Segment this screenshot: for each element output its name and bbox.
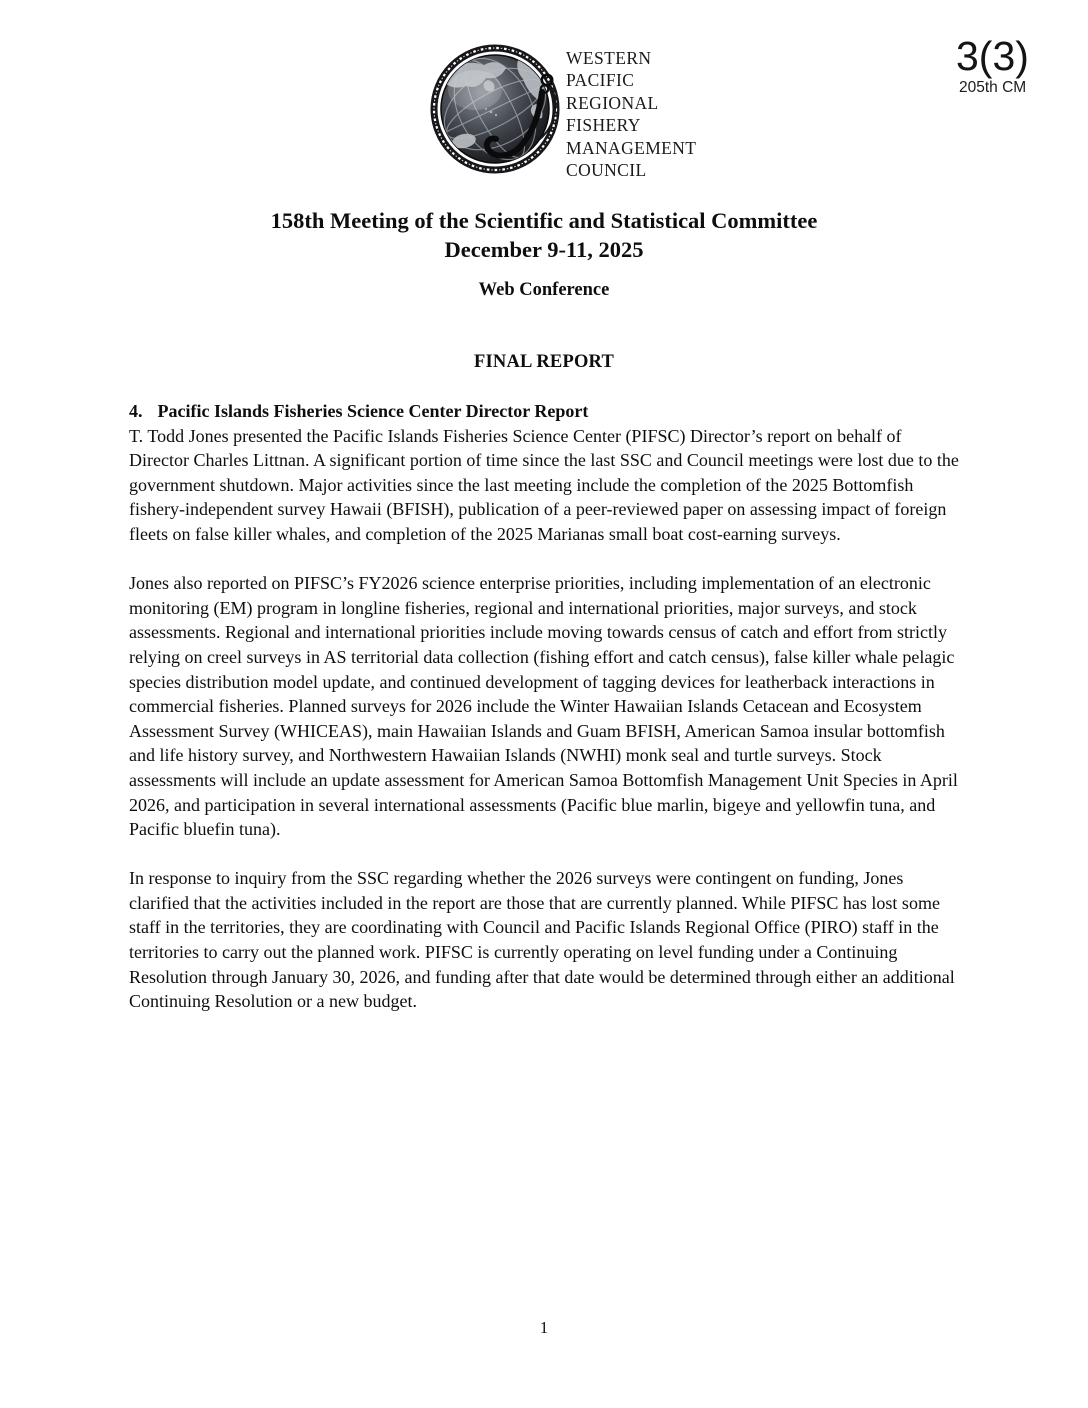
meeting-title	[0, 206, 1088, 264]
report-type-label: FINAL REPORT	[473, 352, 614, 372]
section-number: 4.	[129, 401, 143, 421]
org-line: WESTERN	[566, 48, 652, 68]
report-body	[129, 399, 962, 1014]
org-line: COUNCIL	[566, 160, 647, 181]
org-line: FISHERY	[566, 115, 641, 136]
meeting-title-line1: 158th Meeting of the Scientific and Statistical Committee	[270, 208, 818, 233]
paragraph-1: T. Todd Jones presented the Pacific Islands Fisheries Science Center (PIFSC) Director’s report on behalf of Director Charles Littnan. A significant portion of time since the last SSC and Council meetings were lost due to the government shutdown. Major activities since the last meeting include the completion of the 2025 Bottomfish fishery-independent survey Hawaii (BFISH), publication of a peer-reviewed paper on assessing impact of foreign fleets on false killer whales, and completion of the 2025 Marianas small boat cost-earning surveys.	[129, 425, 959, 544]
page-number: 1	[539, 1318, 549, 1337]
section-heading	[129, 399, 962, 424]
venue-label: Web Conference	[478, 280, 610, 300]
paragraph-3: In response to inquiry from the SSC regarding whether the 2026 surveys were contingent on funding, Jones clarified that the activities included in the report are those that are currently planned. While PIFSC has lost some staff in the territories, they are coordinating with Council and Pacific Islands Regional Office (PIRO) staff in the territories to carry out the planned work. PIFSC is currently operating on level funding under a Continuing Resolution through January 30, 2026, and funding after that date would be determined through either an additional Continuing Resolution or a new budget.	[129, 868, 955, 1012]
org-line: REGIONAL	[566, 92, 659, 113]
council-meeting-number: 205th CM	[959, 79, 1027, 96]
council-logo	[428, 38, 568, 178]
agenda-reference	[956, 34, 1029, 97]
meeting-title-line2: December 9-11, 2025	[444, 237, 644, 262]
org-line: PACIFIC	[566, 70, 635, 91]
org-line: MANAGEMENT	[566, 137, 697, 158]
council-name	[566, 47, 696, 181]
agenda-item-number: 3(3)	[956, 33, 1029, 79]
section-title: Pacific Islands Fisheries Science Center Director Report	[157, 401, 589, 421]
globe-fishhook-logo-icon	[428, 38, 568, 178]
paragraph-2: Jones also reported on PIFSC’s FY2026 science enterprise priorities, including implementation of an electronic monitoring (EM) program in longline fisheries, regional and international priorities, major surveys, and stock assessments. Regional and international priorities include moving towards census of catch and effort from strictly relying on creel surveys in AS territorial data collection (fishing effort and catch census), false killer whale pelagic species distribution model update, and continued development of tagging devices for leatherback interactions in commercial fisheries. Planned surveys for 2026 include the Winter Hawaiian Islands Cetacean and Ecosystem Assessment Survey (WHICEAS), main Hawaiian Islands and Guam BFISH, American Samoa insular bottomfish and life history survey, and Northwestern Hawaiian Islands (NWHI) monk seal and turtle surveys. Stock assessments will include an update assessment for American Samoa Bottomfish Management Unit Species in April 2026, and participation in several international assessments (Pacific blue marlin, bigeye and yellowfin tuna, and Pacific bluefin tuna).	[129, 573, 958, 840]
